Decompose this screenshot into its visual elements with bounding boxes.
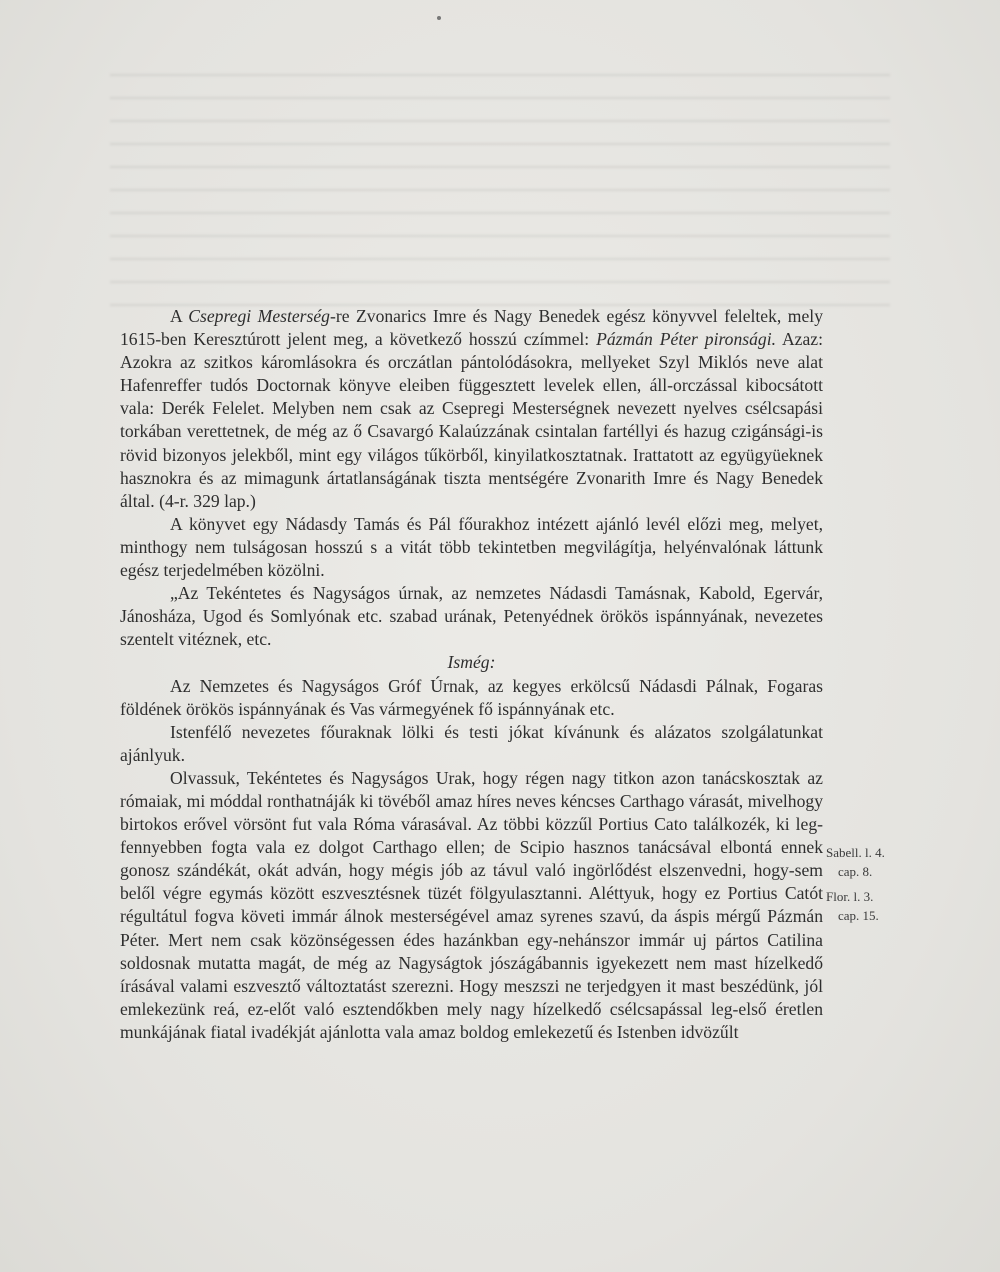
ink-speck — [437, 16, 441, 20]
paragraph-6: Istenfélő nevezetes főuraknak lölki és testi jókat kívánunk és alázatos szolgálatunkat ajánlyuk. — [120, 721, 823, 765]
paragraph-3: „Az Tekéntetes és Nagyságos úrnak, az nemzetes Nádasdi Tamásnak, Kabold, Egervár, Jánosháza, Ugod és Somlyónak etc. szabad urának, Petenyédnek örökös ispánnyának, nevezetes szentelt vitéznek, etc. — [120, 583, 823, 650]
body-text — [120, 305, 823, 1044]
margin-note: Sabell. l. 4. — [826, 845, 885, 860]
show-through-text — [110, 60, 890, 310]
paragraph-1: A Csepregi Mesterség-re Zvonarics Imre és Nagy Benedek egész könyvvel feleltek, mely 1615-ben Keresztúrott jelent meg, a következő hosszú czímmel: Pázmán Péter pironsági. Azaz: Azokra az szitkos káromlásokra és orczátlan pántolódásokra, mellyeket Szyl Miklós neve alat Hafenreffer tudós Doctornak könyve eleiben függesztett levelek ellen, áll-orczással kibocsátott vala: Derék Felelet. Melyben nem csak az Csepregi Mesterségnek nevezett nyelves csélcsapási torkában verettetnek, de még az ő Csavargó Kalaúzzának csintalan fartéllyi és hazug czigánsági-is rövid bizonyos jelekből, mint egy világos tűkörből, kinyilatkosztatnak. Irattatott az együgyüeknek hasznokra és az mimagunk ártatlanságának tiszta mentségére Zvonarith Imre és Nagy Benedek által. (4-r. 329 lap.) — [120, 306, 824, 511]
paragraph-7: Olvassuk, Tekéntetes és Nagyságos Urak, hogy régen nagy titkon azon tanácskosztak az rómaiak, mi móddal ronthatnáják ki tövéből amaz híres neves kéncses Carthago várasát, mivelhogy birtokos erővel vörsönt fut vala Róma várasával. Az többi közzűl Portius Cato találkozék, ki leg-fennyebben fogta vala ez dolgot Carthago ellen; de Scipio hasznos tanácsával elbontá ennek gonosz szándékát, okát adván, hogy mégis jób az távul való ingörlődést elszenvedni, hogy-sem belől végre egymás között eszvesztésnek tüzét fölgyulasztanni. Aléttyuk, hogy ez Portius Catót régultátul fogva követi immár álnok mesterségével amaz syrenes szavú, da áspis mérgű Pázmán Péter. Mert nem csak közönségessen édes hazánkban egy-nehánszor immár uj pártos Catilina soldosnak mutatta magát, de még az Nagyságtok jószágábannis igyekezett nem mast hízelkedő írásával valami eszvesztő változtatást szerezni. Hogy meszszi ne terjedgyen it mast beszédünk, jól emlekezünk reá, ez-előt való esztendőkben mely nagy hízelkedő csélcsapással leg-első éretlen munkájának fiatal ivadékját ajánlotta vala amaz boldog emlekezetű és Istenben idvözűlt — [120, 767, 823, 1042]
paragraph-5: Az Nemzetes és Nagyságos Gróf Úrnak, az kegyes erkölcsű Nádasdi Pálnak, Fogaras földének örökös ispánnyának és Vas vármegyének fő ispánnyának etc. — [120, 675, 823, 719]
margin-note: Flor. l. 3. — [826, 889, 874, 904]
margin-note: cap. 15. — [838, 908, 879, 923]
paragraph-4-heading: Ismég: — [447, 652, 496, 673]
margin-note: cap. 8. — [838, 864, 873, 879]
book-title: Pázmán Péter pironsági. — [596, 329, 777, 350]
margin-notes — [826, 843, 916, 925]
work-title: Csepregi Mesterség — [188, 306, 330, 326]
paragraph-2: A könyvet egy Nádasdy Tamás és Pál főurakhoz intézett ajánló levél előzi meg, melyet, minthogy nem tulságosan hosszú s a vitát több tekintetben megvilágítja, helyénvalónak láttunk egész terjedelmében közölni. — [120, 513, 823, 581]
